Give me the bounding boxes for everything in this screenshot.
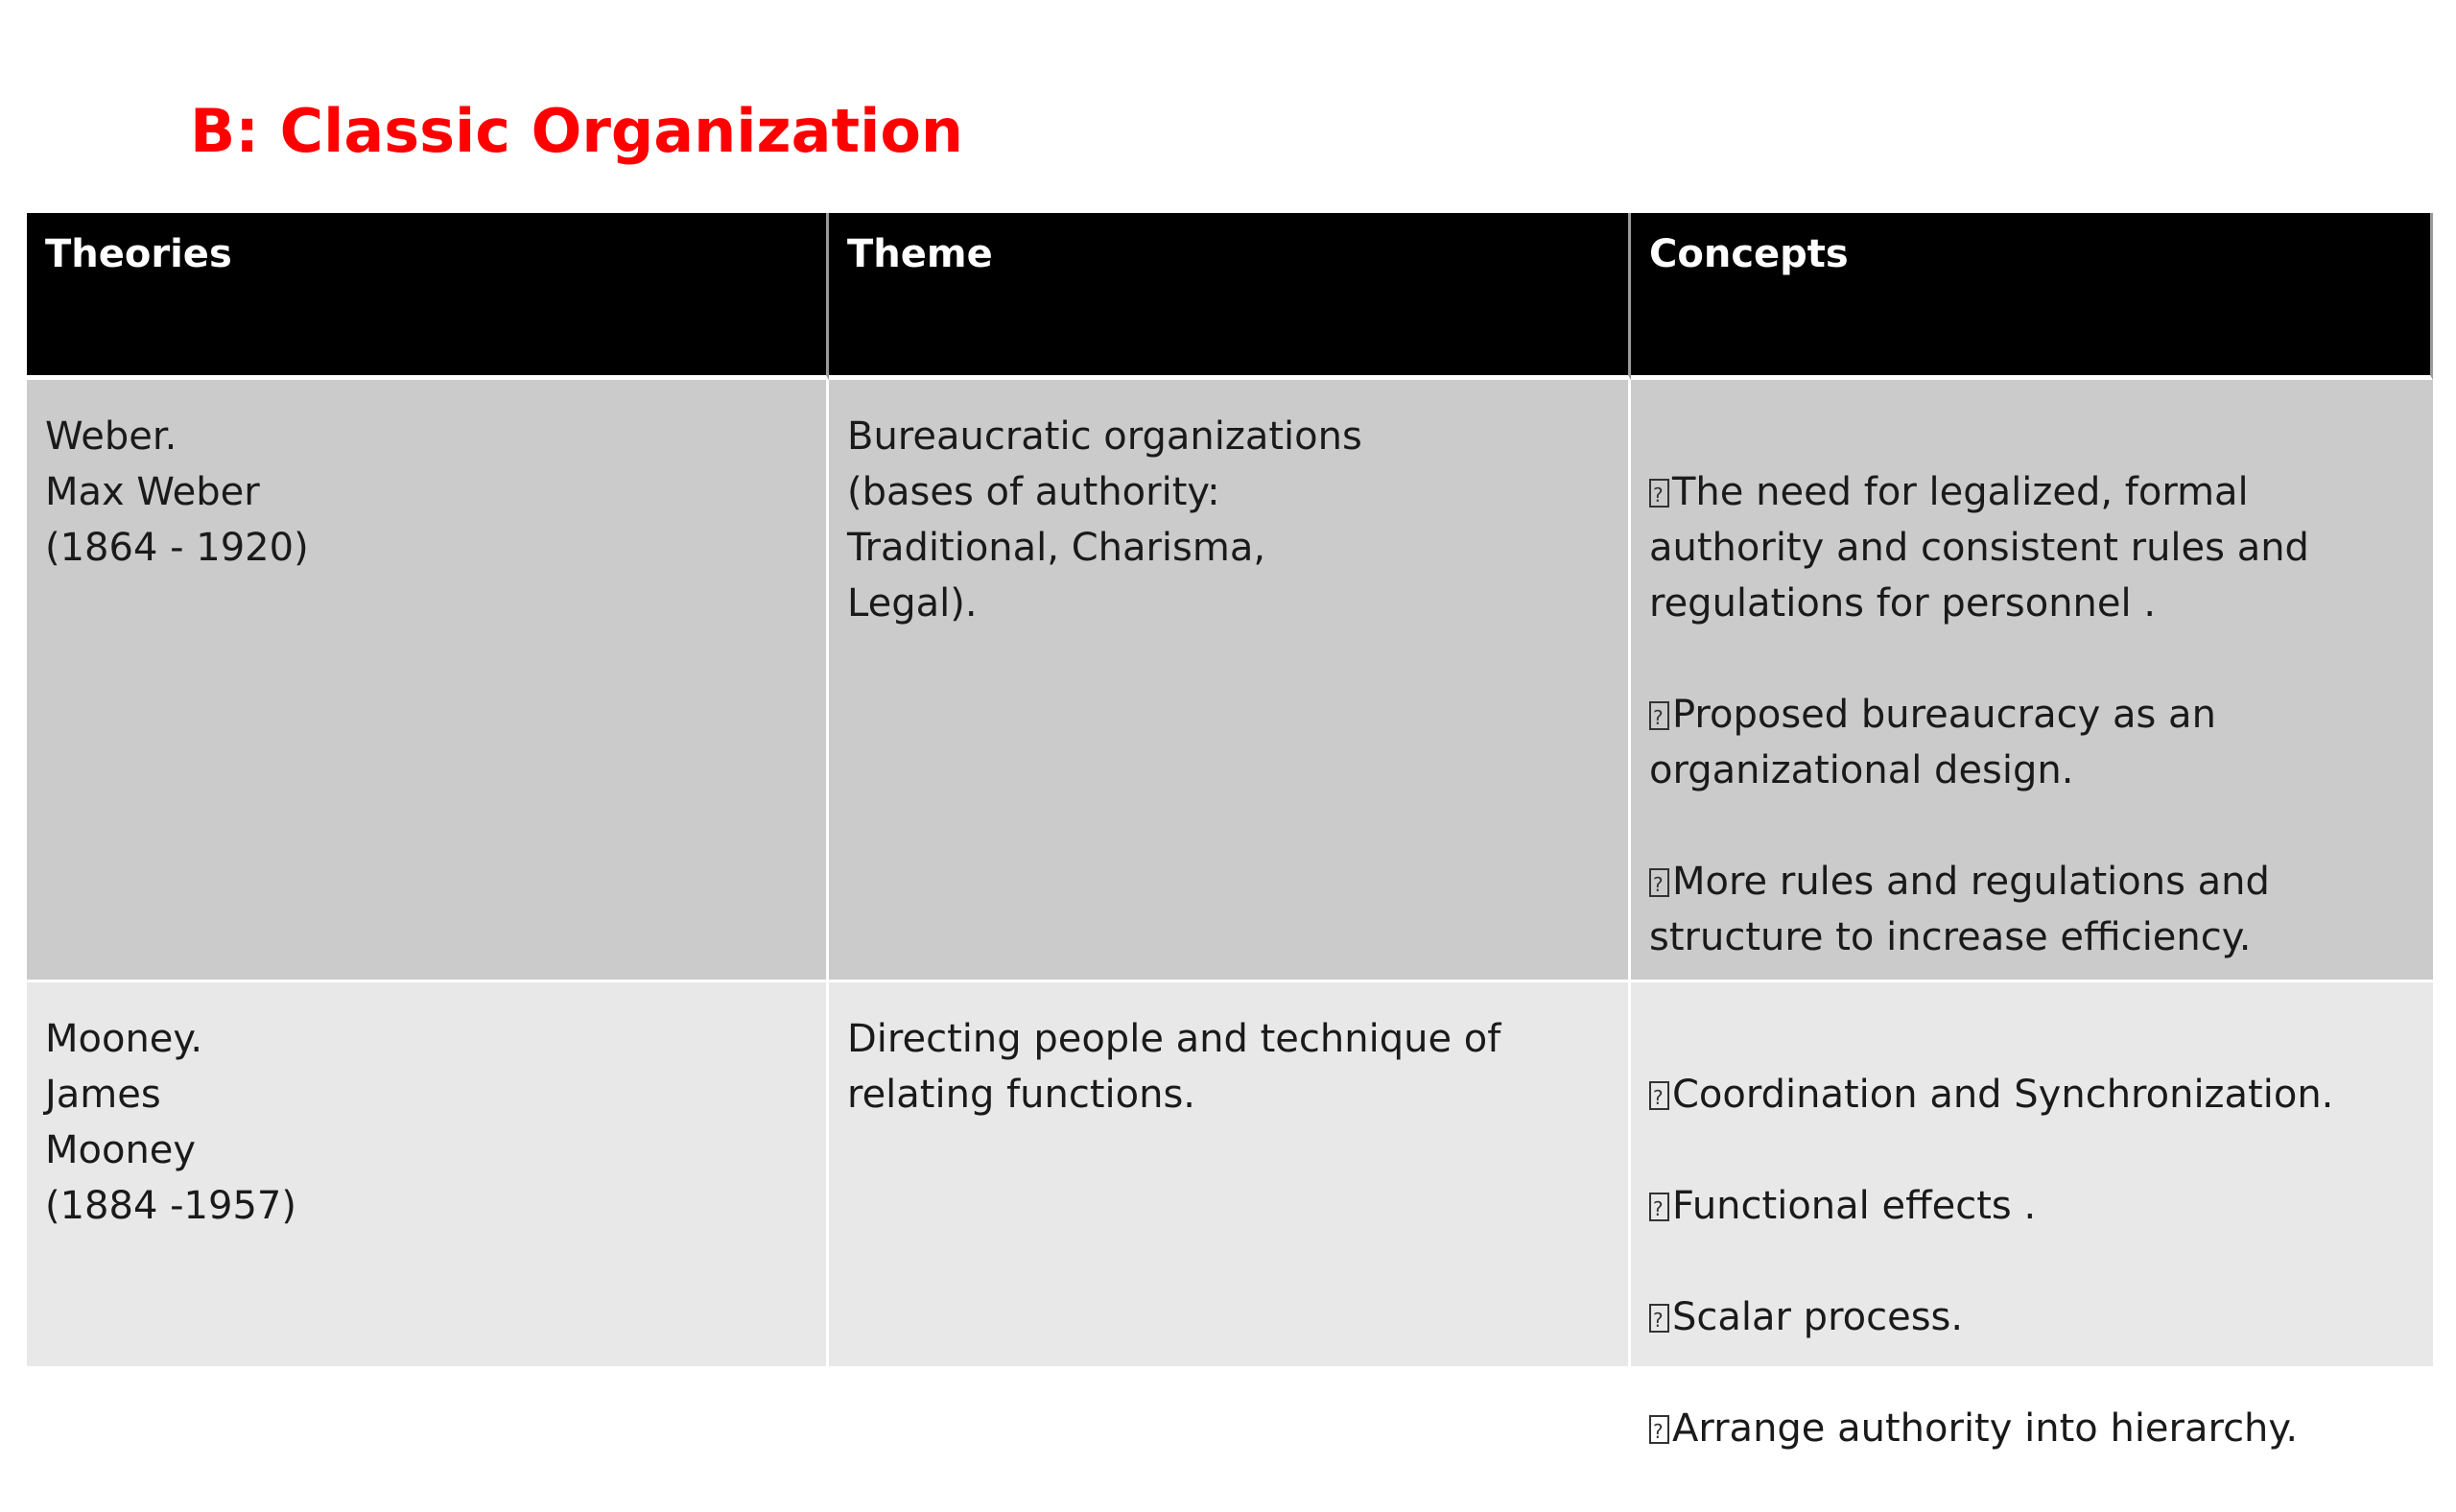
missing-glyph-box-icon (1649, 479, 1669, 508)
concept-text: Proposed bureaucracy as an organizational design. (1649, 693, 2216, 792)
theory-table (27, 213, 2433, 1451)
weber-concepts-cell (1631, 380, 2433, 982)
weber-theme-cell: Bureaucratic organizations (bases of authority: Traditional, Charisma, Legal). (829, 380, 1631, 982)
concept-item (1649, 1289, 2416, 1345)
concept-item (1649, 1178, 2416, 1234)
missing-glyph-box-icon (1649, 1193, 1669, 1221)
concept-item (1649, 1067, 2416, 1122)
concept-text: Scalar process. (1672, 1295, 1964, 1339)
missing-glyph-box-icon (1649, 1415, 1669, 1444)
mooney-theory-cell: Mooney. James Mooney (1884 -1957) (27, 982, 829, 1366)
concept-text: More rules and regulations and structure to increase efficiency. (1649, 860, 2270, 959)
missing-glyph-box-icon (1649, 1304, 1669, 1333)
weber-theory-cell: Weber. Max Weber (1864 - 1920) (27, 380, 829, 982)
header-concepts: Concepts (1631, 213, 2433, 380)
concept-item (1649, 687, 2416, 798)
missing-glyph-box-icon (1649, 701, 1669, 730)
mooney-theme-cell: Directing people and technique of relating functions. (829, 982, 1631, 1366)
concept-text: Coordination and Synchronization. (1672, 1073, 2334, 1117)
header-theories: Theories (27, 213, 829, 380)
concept-text: Functional effects . (1672, 1184, 2037, 1228)
concept-item (1649, 464, 2416, 631)
concept-item (1649, 854, 2416, 965)
concept-text: Arrange authority into hierarchy. (1672, 1406, 2299, 1451)
missing-glyph-box-icon (1649, 868, 1669, 897)
slide-title: B: Classic Organization (190, 96, 964, 166)
mooney-concepts-cell (1631, 982, 2433, 1451)
concept-item (1649, 1401, 2416, 1456)
concept-text: The need for legalized, formal authority and consistent rules and regulations for personnel . (1649, 470, 2309, 626)
missing-glyph-box-icon (1649, 1081, 1669, 1110)
header-theme: Theme (829, 213, 1631, 380)
